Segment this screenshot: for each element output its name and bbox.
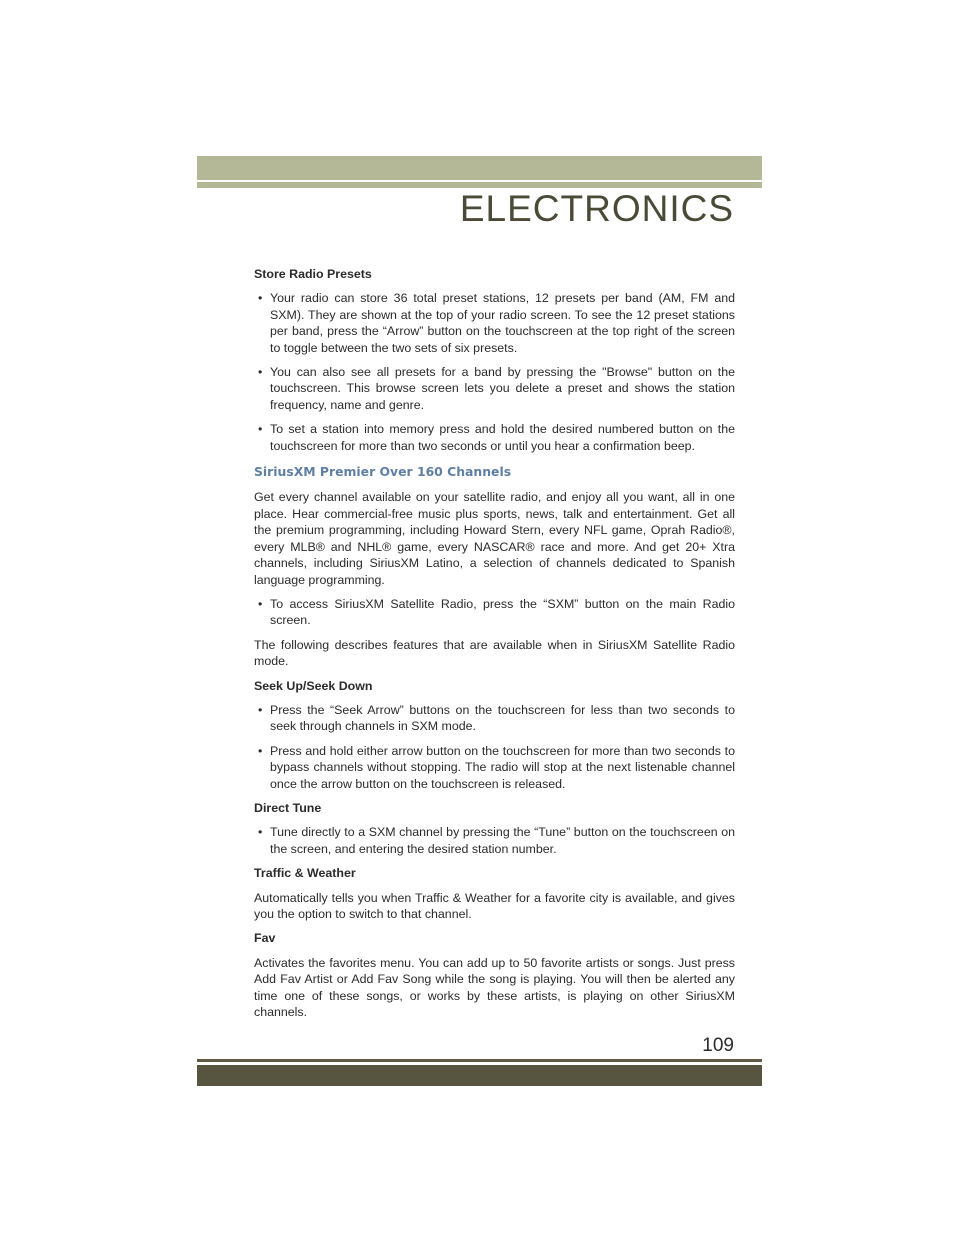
bullet-icon: • <box>258 365 263 380</box>
list-item: • Press the “Seek Arrow” buttons on the touchscreen for less than two seconds to seek through channels in SXM mode. <box>258 702 735 734</box>
direct-tune-heading: Direct Tune <box>254 800 322 815</box>
list-item: • Tune directly to a SXM channel by pressing the “Tune” button on the touchscreen on the screen, and entering the desired station number. <box>258 825 735 856</box>
list-item: • Press and hold either arrow button on the touchscreen for more than two seconds to bypass channels without stopping. The radio will stop at the next listenable channel once the arrow button on the touchscreen is released. <box>258 743 735 791</box>
list-item: • You can also see all presets for a band by pressing the "Browse" button on the touchscreen. This browse screen lets you delete a preset and shows the station frequency, name and genre. <box>258 365 735 412</box>
footer-rule <box>197 1059 762 1062</box>
page-number: 109 <box>702 1035 734 1056</box>
fav-heading: Fav <box>254 931 276 946</box>
footer-bar <box>197 1065 762 1086</box>
list-item: • Your radio can store 36 total preset stations, 12 presets per band (AM, FM and SXM). They are shown at the top of your radio screen. To see the 12 preset stations per band, press the “Arrow” button on the touchscreen at the top right of the screen to toggle between the two sets of six presets. <box>258 291 735 355</box>
bullet-icon: • <box>258 422 263 437</box>
header-bar <box>197 156 762 180</box>
bullet-icon: • <box>258 596 263 611</box>
siriusxm-paragraph-2: The following describes features that are available when in SiriusXM Satellite Radio mode. <box>254 637 735 669</box>
bullet-icon: • <box>258 702 263 717</box>
bullet-icon: • <box>258 825 263 840</box>
traffic-weather-heading: Traffic & Weather <box>254 866 356 881</box>
list-item: • To set a station into memory press and hold the desired numbered button on the touchscreen for more than two seconds or until you hear a confirmation beep. <box>258 422 735 453</box>
siriusxm-paragraph: Get every channel available on your satellite radio, and enjoy all you want, all in one place. Hear commercial-free music plus sports, news, talk and entertainment. Get all the premium programming, including Howard Stern, every NFL game, Oprah Radio®, every MLB® and NHL® game, every NASCAR® race and more. And get 20+ Xtra channels, including SiriusXM Latino, a selection of channels dedicated to Spanish language programming. <box>254 490 735 587</box>
list-item: • To access SiriusXM Satellite Radio, press the “SXM” button on the main Radio screen. <box>258 596 735 628</box>
traffic-weather-paragraph: Automatically tells you when Traffic & Weather for a favorite city is available, and gives you the option to switch to that channel. <box>254 890 735 921</box>
siriusxm-heading: SiriusXM Premier Over 160 Channels <box>254 464 512 480</box>
seek-heading: Seek Up/Seek Down <box>254 678 373 693</box>
bullet-icon: • <box>258 291 263 306</box>
fav-paragraph: Activates the favorites menu. You can add up to 50 favorite artists or songs. Just press Add Fav Artist or Add Fav Song while the song is playing. You will then be alerted any time one of these songs, or works by these artists, is playing on other SiriusXM channels. <box>254 955 735 1020</box>
store-presets-heading: Store Radio Presets <box>254 267 372 281</box>
section-title: ELECTRONICS <box>459 188 734 229</box>
page-content <box>254 266 735 1028</box>
bullet-icon: • <box>258 743 263 758</box>
